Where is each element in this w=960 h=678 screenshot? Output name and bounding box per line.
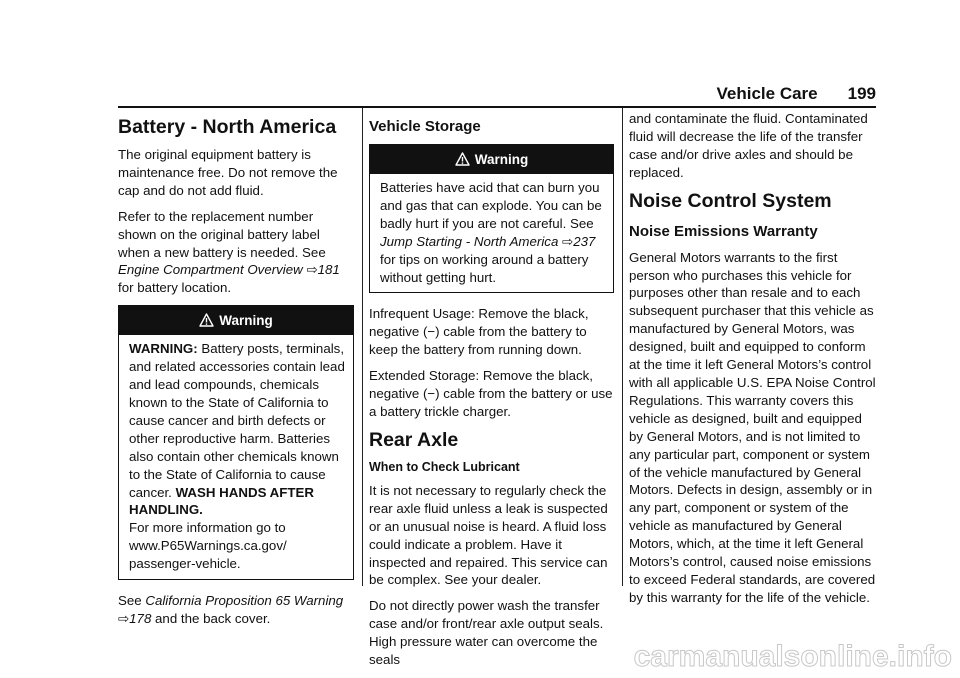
paragraph: Extended Storage: Remove the black, negative (−) cable from the battery or use a battery trickle charger. (369, 368, 613, 419)
paragraph: It is not necessary to regularly check the rear axle fluid unless a leak is suspected or an unusual noise is heard. A fluid loss could indicate a problem. Have it inspected and repaired. This service can be complex. See your dealer. (369, 482, 608, 588)
warning-label: Warning (219, 313, 273, 329)
warning-text: WARNING: Battery posts, terminals, and related accessories contain lead and lead compounds, chemicals known to the State of California to cause cancer and birth defects or other reproductive harm. Batteries also contain other chemicals known to the State of California to cause cancer. WASH HANDS AFTER HANDLING. For more information go to www.P65Warnings.ca.gov/ passenger-vehicle. (129, 341, 345, 572)
cross-reference-link[interactable]: Engine Compartment Overview (118, 262, 303, 278)
section-heading-battery: Battery - North America (118, 116, 337, 138)
page-reference-arrow-icon: ⇨ (306, 262, 318, 278)
paragraph: Do not directly power wash the transfer case and/or front/rear axle output seals. High pressure water can overcome the seals (369, 598, 604, 668)
section-heading-rear-axle: Rear Axle (369, 428, 459, 451)
page-reference-arrow-icon: ⇨ (562, 233, 574, 249)
page-reference[interactable]: 181 (317, 262, 340, 278)
warning-label: Warning (474, 152, 529, 167)
subheading-noise-warranty: Noise Emissions Warranty (629, 222, 818, 240)
page-reference[interactable]: 237 (573, 233, 596, 249)
warning-text: Batteries have acid that can burn you and gas that can explode. You can be badly hurt if you are not careful. See Jump Starting - North America ⇨237 for tips on working around a battery without getting hurt. (380, 180, 602, 285)
watermark-text: carmanualsonline.info (633, 640, 952, 673)
paragraph: General Motors warrants to the first person who purchases this vehicle for purposes other than resale and to each subsequent purchaser that this vehicle as manufactured by General Motors, was designed, built and equipped to conform at the time it left General Motors’s control with all applicable U.S. EPA Noise Control Regulations. This warranty covers this vehicle as designed, built and equipped by General Motors, and is not limited to any particular part, component or system of the vehicle manufactured by General Motors. Defects in design, assembly or in any part, component or system of the vehicle as manufactured by General Motors, which, at the time it left General Motors’s control, caused noise emissions to exceed Federal standards, are covered by this warranty for the life of the vehicle. (629, 249, 876, 605)
page-number: 199 (847, 84, 876, 103)
paragraph: Refer to the replacement number shown on the original battery label when a new battery is needed. See Engine Compartment Overview ⇨181 for battery location. (118, 208, 340, 296)
paragraph: The original equipment battery is maintenance free. Do not remove the cap and do not add fluid. (118, 147, 338, 198)
section-heading-noise-control: Noise Control System (629, 189, 832, 212)
paragraph: and contaminate the fluid. Contaminated fluid will decrease the life of the transfer case and/or drive axles and should be replaced. (629, 111, 868, 180)
subheading-check-lubricant: When to Check Lubricant (369, 459, 520, 474)
paragraph: See California Proposition 65 Warning ⇨178 and the back cover. (118, 593, 344, 626)
page-reference[interactable]: 178 (129, 610, 152, 626)
section-title: Vehicle Care (716, 84, 818, 103)
cross-reference-link[interactable]: Jump Starting - North America (380, 233, 559, 249)
page-reference-arrow-icon: ⇨ (118, 610, 130, 626)
subheading-vehicle-storage: Vehicle Storage (369, 118, 481, 135)
paragraph: Infrequent Usage: Remove the black, negative (−) cable from the battery to keep the battery from running down. (369, 306, 589, 358)
cross-reference-link[interactable]: California Proposition 65 Warning (145, 593, 344, 609)
